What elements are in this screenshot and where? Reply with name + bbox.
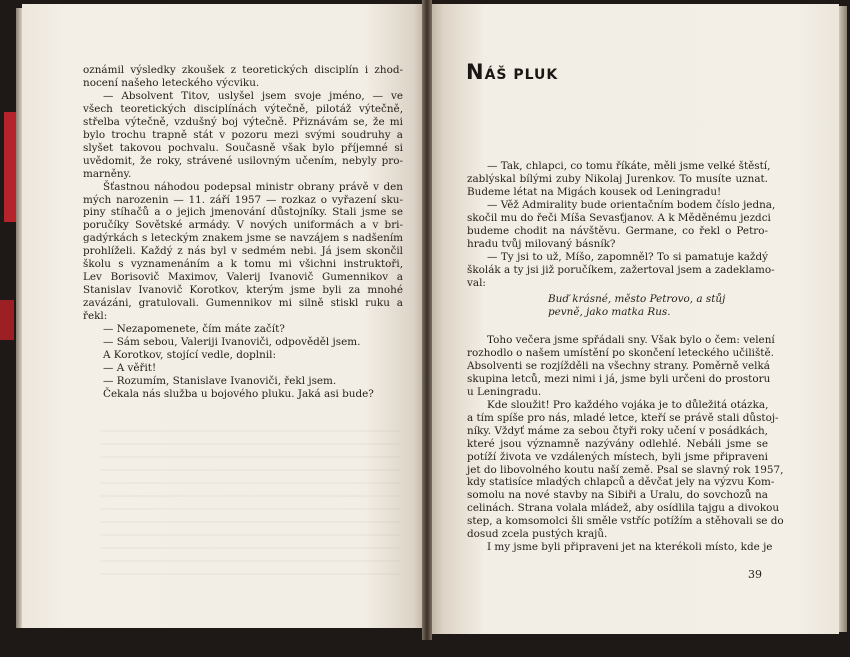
left-page-text xyxy=(83,64,403,401)
chapter-heading xyxy=(466,60,558,84)
text-line: uvědomit, že roky, strávené usilovným učením, nebyly pro- xyxy=(83,154,403,167)
text-line: střelba výtečně, vzdušný boj výtečně. Přiznávám se, že mi xyxy=(83,115,403,128)
text-line: Absolventi se rozjížděli na všechny strany. Poměrně velká xyxy=(467,359,770,372)
text-line: Lev Borisovič Maximov, Valerij Ivanovič Gumennikov a xyxy=(83,271,403,284)
text-line: zavázáni, gratulovali. Gumennikov mi silně stiskl ruku a xyxy=(83,297,403,310)
text-line: všech teoretických disciplínách výtečně, pilotáž výtečně, xyxy=(83,102,403,115)
text-line: somolu na nové stavby na Sibiři a Uralu, do sovchozů na xyxy=(467,489,768,502)
text-line: — Absolvent Titov, uslyšel jsem svoje jméno, — ve xyxy=(103,89,403,102)
verse-line: pevně, jako matka Rus. xyxy=(548,306,671,318)
text-line: kdy statisíce mladých chlapců a děvčat jely na výzvu Kom- xyxy=(467,476,775,489)
text-line: poručíky Sovětské armády. V nových uniformách a v bri- xyxy=(83,219,403,232)
text-line: — Sám sebou, Valeriji Ivanoviči, odpověděl jsem. xyxy=(103,336,361,349)
text-line: dosud zcela pustých krajů. xyxy=(467,528,608,541)
book-gutter xyxy=(422,0,432,640)
text-line: — A věřit! xyxy=(103,361,157,374)
cover-edge-red xyxy=(4,112,16,222)
text-line: Toho večera jsme spřádali sny. Však bylo o čem: velení xyxy=(487,334,775,346)
text-line: piny stíhačů a o jejich jmenování důstojníky. Stali jsme se xyxy=(83,206,403,219)
verse-line: Buď krásné, město Petrovo, a stůj xyxy=(548,293,726,305)
text-line: Čekala nás služba u bojového pluku. Jaká asi bude? xyxy=(103,387,374,400)
chapter-heading-rest: ÁŠ PLUK xyxy=(484,67,559,83)
page-number: 39 xyxy=(748,568,762,581)
text-line: níky. Vždyť máme za sebou čtyři roky učení v posádkách, xyxy=(467,424,768,437)
text-line: Budeme létat na Migách kousek od Leningradu! xyxy=(467,185,722,198)
chapter-heading-initial: N xyxy=(466,60,485,84)
text-line: řekl: xyxy=(83,310,108,323)
text-line: hradu tvůj milovaný básník? xyxy=(467,237,616,250)
text-line: skočil mu do řeči Míša Sevasťjanov. A k Měděnému jezdci xyxy=(467,211,771,224)
right-page-text-body xyxy=(467,334,784,554)
text-line: u Leningradu. xyxy=(467,385,542,398)
text-line: bylo trochu trapně stát v pozoru mezi svými soudruhy a xyxy=(83,128,403,141)
text-line: rozhodlo o našem umístění po skončení leteckého učiliště. xyxy=(467,346,774,359)
text-line: oznámil výsledky zkoušek z teoretických disciplín i zhod- xyxy=(83,64,403,76)
text-line: prohlíželi. Každý z nás byl v sedmém nebi. Já jsem skončil xyxy=(83,245,403,258)
page-stack-right xyxy=(839,6,847,632)
text-line: školák a ty jsi již poručíkem, zažertoval jsem a zadeklamo- xyxy=(467,263,775,276)
text-line: budeme chodit na návštěvu. Germane, co řekl o Petro- xyxy=(467,224,768,237)
text-line: jet do libovolného koutu naší země. Psal se slavný rok 1957, xyxy=(467,463,784,476)
text-line: skupina letců, mezi nimi i já, jsme byli určeni do prostoru xyxy=(467,372,771,385)
text-line: Stanislav Ivanovič Korotkov, kterým jsme byli za mnohé xyxy=(83,284,403,297)
text-line: Kde sloužit! Pro každého vojáka je to důležitá otázka, xyxy=(487,398,769,411)
text-line: I my jsme byli připraveni jet na kterékoli místo, kde je xyxy=(487,541,773,554)
show-through-text xyxy=(100,430,400,580)
text-line: které jsou významně nazývány odlehlé. Nebáli jsme se xyxy=(467,437,768,450)
text-line: — Ty jsi to už, Míšo, zapomněl? To si pamatuje každý xyxy=(487,250,768,263)
text-line: marněny. xyxy=(83,167,132,180)
right-page-text-dialogue xyxy=(467,160,776,290)
text-line: školu s vyznamenáním a k tomu mi všichni instruktoři, xyxy=(83,258,403,271)
text-line: — Nezapomenete, čím máte začít? xyxy=(103,323,285,336)
text-line: step, a komsomolci šli směle vstříc potížím a stěhovali se do xyxy=(467,515,784,528)
text-line: — Věž Admirality bude orientačním bodem číslo jedna, xyxy=(487,198,776,211)
text-line: — Rozumím, Stanislave Ivanoviči, řekl jsem. xyxy=(103,374,337,387)
text-line: a tím spíše pro nás, mladé letce, kteří se právě stali důstoj- xyxy=(467,411,779,424)
text-line: val: xyxy=(467,276,486,289)
text-line: zablýskal bílými zuby Nikolaj Jurenkov. To musíte uznat. xyxy=(467,172,768,185)
verse-quote xyxy=(548,293,725,319)
text-line: gadýrkách s leteckým znakem jsme se navzájem s nadšením xyxy=(83,232,403,245)
text-line: slyšet takovou pochvalu. Současně však bylo příjemné si xyxy=(83,141,403,154)
text-line: A Korotkov, stojící vedle, doplnil: xyxy=(103,348,276,361)
text-line: celinách. Strana volala mládež, aby osídlila tajgu a divokou xyxy=(467,502,780,515)
cover-edge-red-lower xyxy=(0,300,14,340)
text-line: mých narozenin — 11. září 1957 — rozkaz o vyřazení sku- xyxy=(83,193,403,206)
text-line: potíží života ve vzdálených místech, byli jsme připraveni xyxy=(467,450,768,463)
text-line: Šťastnou náhodou podepsal ministr obrany právě v den xyxy=(103,180,403,193)
text-line: — Tak, chlapci, co tomu říkáte, měli jsme velké štěstí, xyxy=(487,160,771,172)
text-line: nocení našeho leteckého výcviku. xyxy=(83,76,260,89)
